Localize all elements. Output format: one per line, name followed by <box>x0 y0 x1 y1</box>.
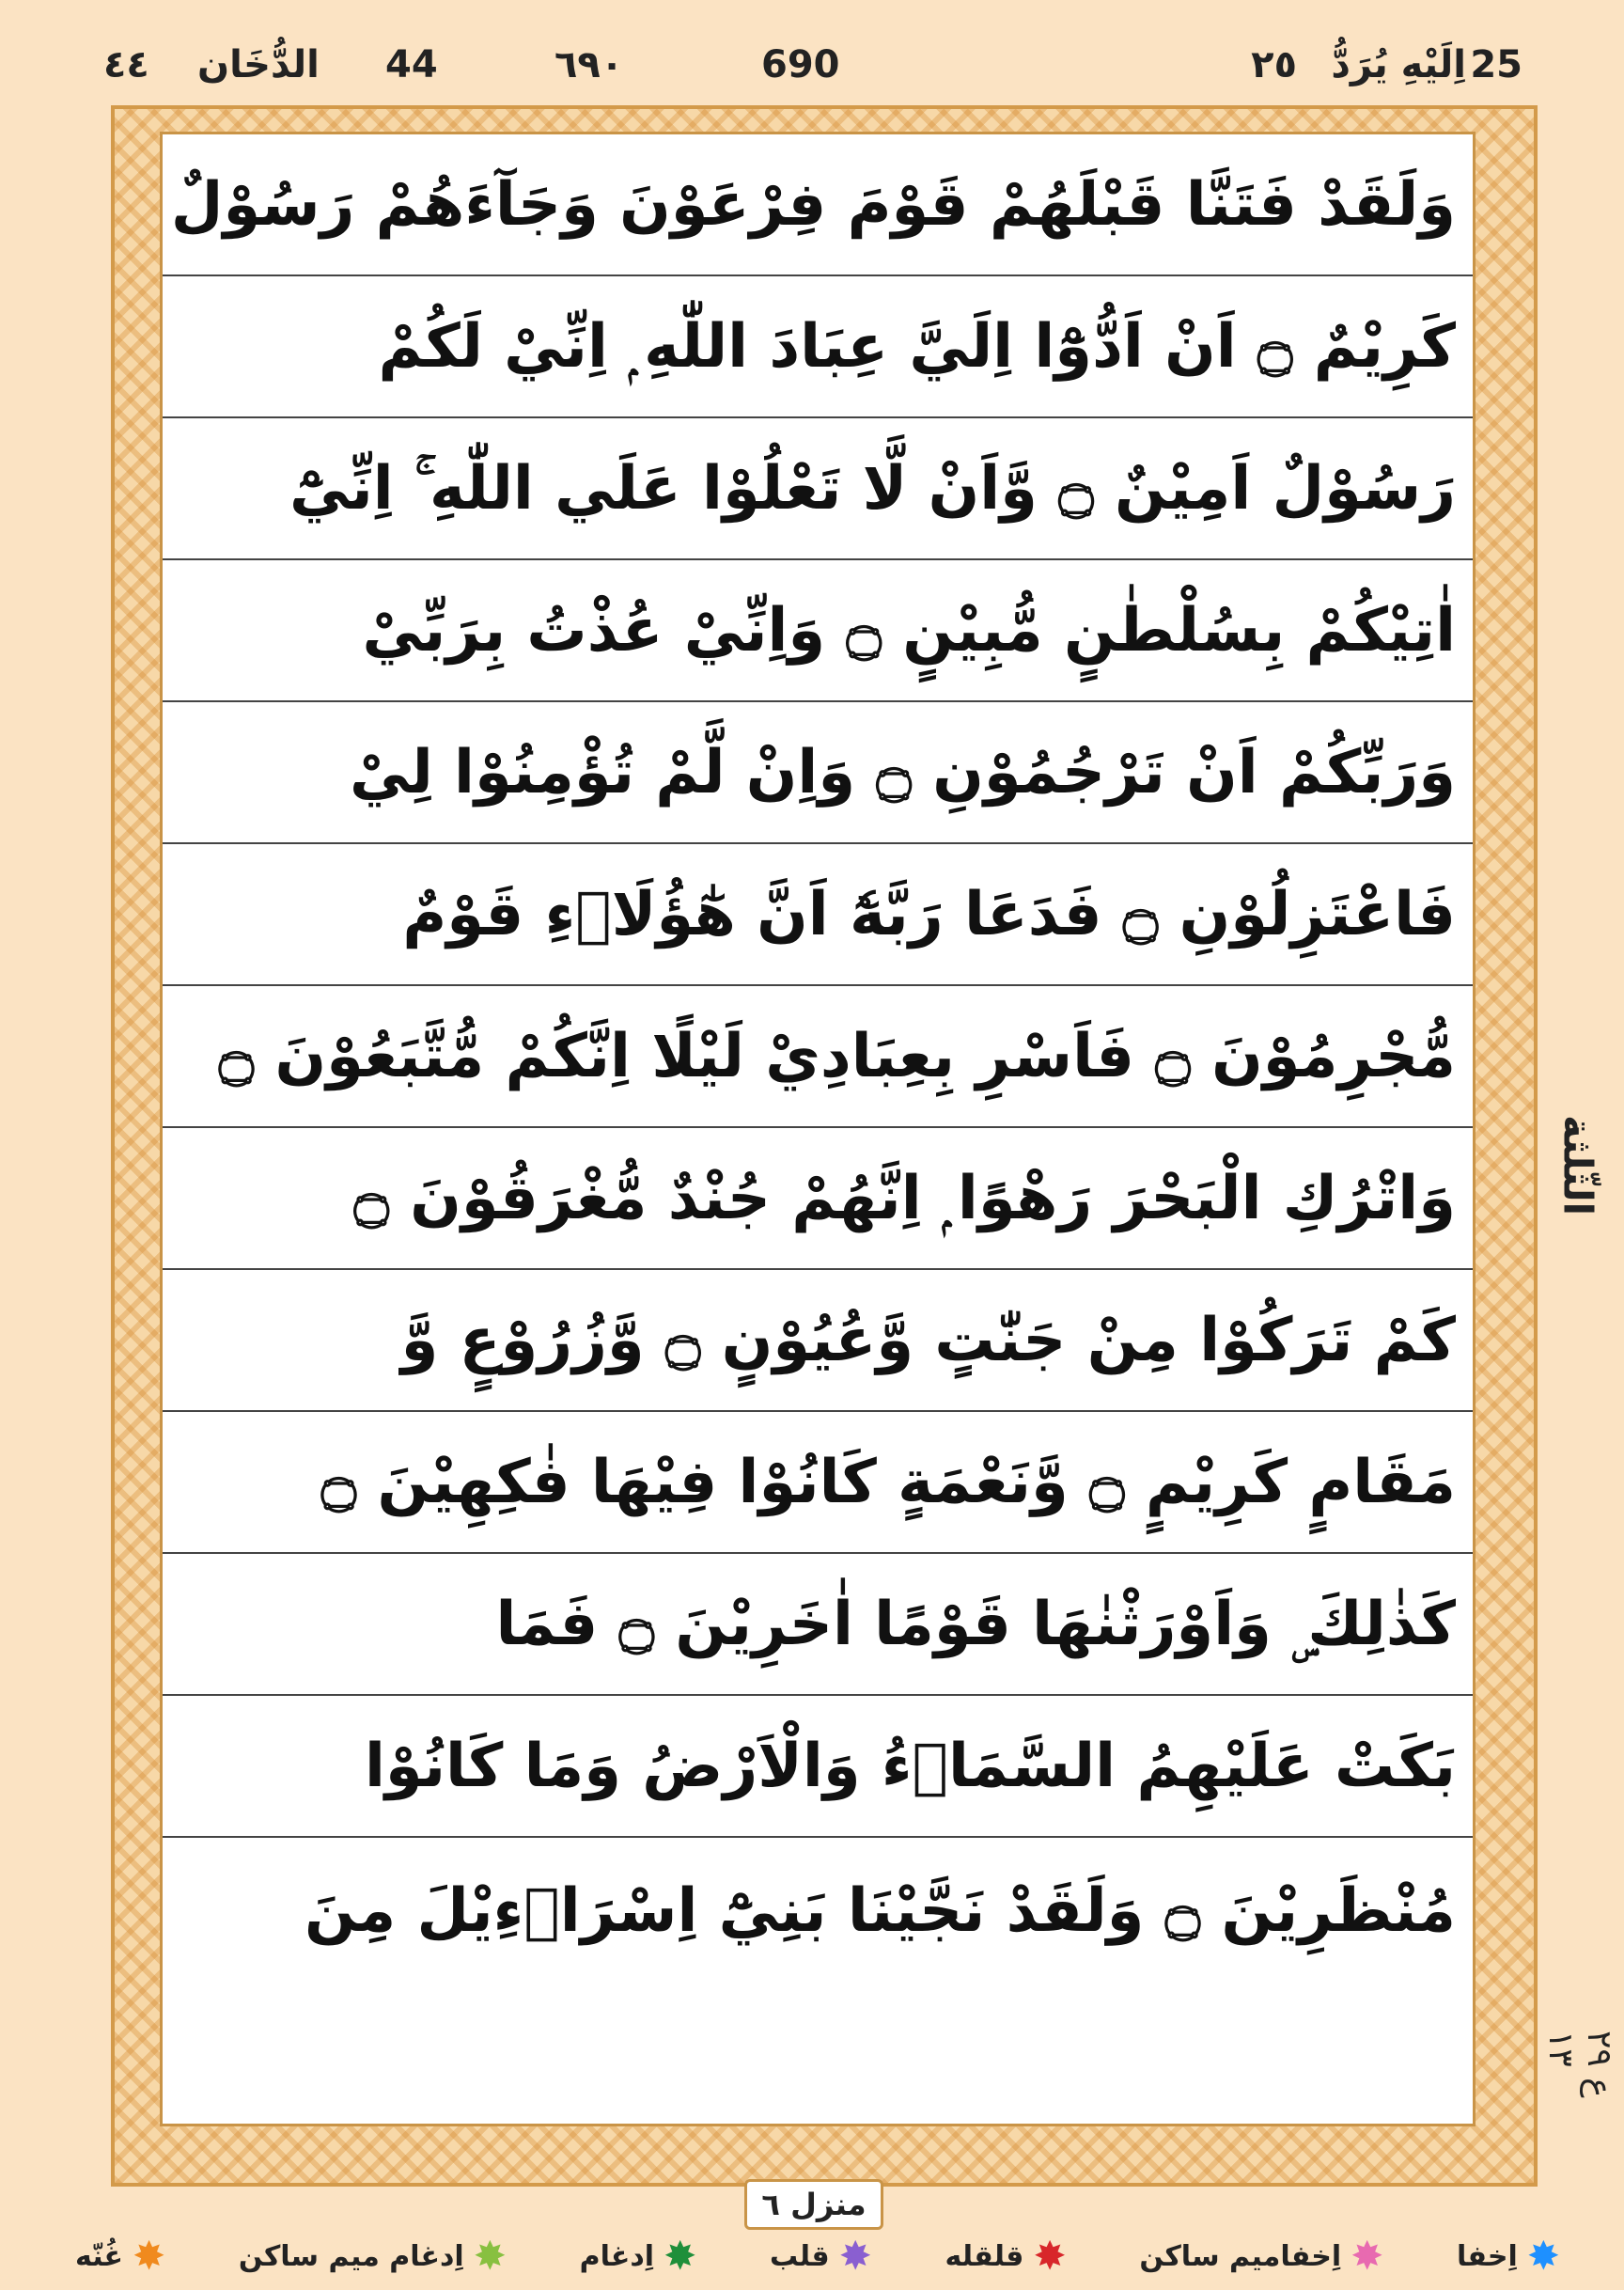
text-line-13: مُنْظَرِيْنَ ۝ وَلَقَدْ نَجَّيْنَا بَنِيْٓ اِسْرَاۗءِيْلَ مِنَ <box>304 1875 1456 1946</box>
surah-name: الدُّخَان <box>197 43 320 86</box>
text-line-7: مُّجْرِمُوْنَ ۝ فَاَسْرِ بِعِبَادِيْ لَيْلًا اِنَّكُمْ مُّتَّبَعُوْنَ ۝ <box>163 986 1473 1128</box>
tajweed-legend <box>75 2230 1560 2282</box>
star-icon: ✸ <box>132 2233 166 2279</box>
text-line-8: وَاتْرُكِ الْبَحْرَ رَهْوًا ۭ اِنَّهُمْ جُنْدٌ مُّغْرَقُوْنَ ۝ <box>163 1128 1473 1270</box>
legend-item-qalqala: ✸ قلقله <box>945 2233 1067 2279</box>
text-line-10: مَقَامٍ كَرِيْمٍ ۝ وَّنَعْمَةٍ كَانُوْا فِيْهَا فٰكِهِيْنَ ۝ <box>163 1412 1473 1554</box>
side-margin-label: الثّلثة <box>1554 1115 1601 1216</box>
page-header <box>103 28 1541 113</box>
legend-item-idgham: ✸ اِدغام <box>579 2233 697 2279</box>
text-line-11: كَذٰلِكَ ۣ وَاَوْرَثْنٰهَا قَوْمًا اٰخَرِيْنَ ۝ فَمَا <box>163 1554 1473 1696</box>
star-icon: ✸ <box>664 2233 697 2279</box>
legend-item-ikhfa-meem-sakin: ✸ اِخفامیم ساکن <box>1139 2233 1384 2279</box>
surah-number-arabic: ٤٤ <box>103 43 149 86</box>
surah-number: 44 <box>385 43 438 86</box>
legend-item-ikhfa: ✸ اِخفا <box>1457 2233 1560 2279</box>
star-icon: ✸ <box>473 2233 507 2279</box>
star-icon: ✸ <box>1351 2233 1384 2279</box>
star-icon: ✸ <box>1033 2233 1067 2279</box>
text-line-4: اٰتِيْكُمْ بِسُلْطٰنٍ مُّبِيْنٍ ۝ وَاِنِّيْ عُذْتُ بِرَبِّيْ <box>163 560 1473 702</box>
quran-text-panel <box>160 132 1476 2126</box>
text-line-1: وَلَقَدْ فَتَنَّا قَبْلَهُمْ قَوْمَ فِرْعَوْنَ وَجَآءَهُمْ رَسُوْلٌ <box>163 134 1473 276</box>
star-icon: ✸ <box>1526 2233 1560 2279</box>
juz-number-arabic: ٢٥ <box>1251 43 1297 86</box>
legend-item-ghunna: ✸ غُنّه <box>75 2233 166 2279</box>
ruku-marker: ع ٢٩ ١٣ <box>1541 2031 1618 2098</box>
legend-item-qalb: ✸ قلب <box>769 2233 872 2279</box>
text-line-3: رَسُوْلٌ اَمِيْنٌ ۝ وَّاَنْ لَّا تَعْلُوْا عَلَي اللّٰهِ ۚ اِنِّيْٓ <box>163 418 1473 560</box>
text-line-12: بَكَتْ عَلَيْهِمُ السَّمَاۗءُ وَالْاَرْضُ وَمَا كَانُوْا <box>163 1696 1473 1838</box>
text-line-5: وَرَبِّكُمْ اَنْ تَرْجُمُوْنِ ۝ وَاِنْ لَّمْ تُؤْمِنُوْا لِيْ <box>163 702 1473 844</box>
legend-item-idgham-meem-sakin: ✸ اِدغام میم ساکن <box>238 2233 507 2279</box>
manzil-label: منزل ٦ <box>744 2179 883 2230</box>
page-number-arabic: ٦٩٠ <box>554 43 624 86</box>
text-line-9: كَمْ تَرَكُوْا مِنْ جَنّٰتٍ وَّعُيُوْنٍ ۝ وَّزُرُوْعٍ وَّ <box>163 1270 1473 1412</box>
text-line-6: فَاعْتَزِلُوْنِ ۝ فَدَعَا رَبَّهٗٓ اَنَّ هٰٓؤُلَاۗءِ قَوْمٌ <box>163 844 1473 986</box>
page-number: 690 <box>761 43 840 86</box>
text-line-2: كَرِيْمٌ ۝ اَنْ اَدُّوْٓا اِلَيَّ عِبَادَ اللّٰهِ ۭ اِنِّيْ لَكُمْ <box>163 276 1473 418</box>
juz-number: 25 <box>1470 43 1522 86</box>
juz-name: اِلَيْهِ يُرَدُّ <box>1331 43 1466 86</box>
star-icon: ✸ <box>838 2233 872 2279</box>
